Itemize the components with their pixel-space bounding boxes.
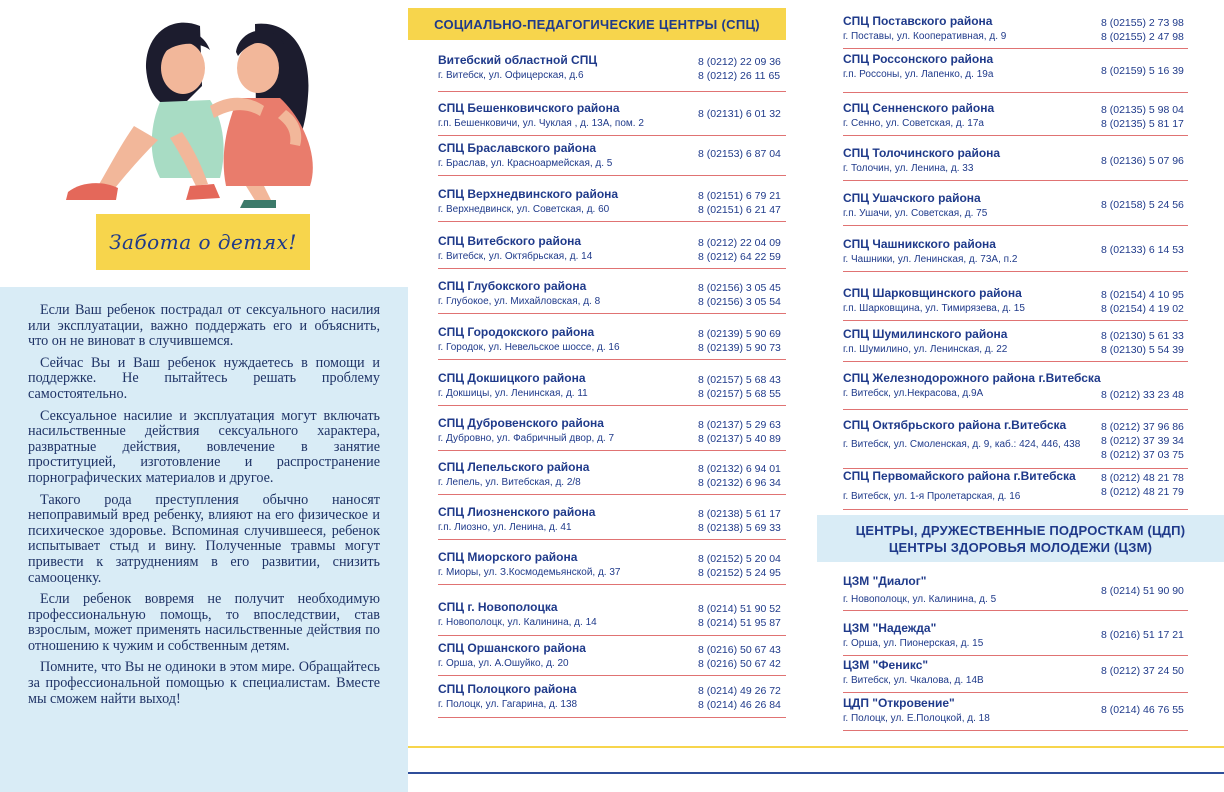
phone-number: 8 (02130) 5 54 39 (1101, 344, 1184, 356)
center-address: г. Чашники, ул. Ленинская, д. 73А, п.2 (843, 254, 1018, 265)
contact-entry (438, 101, 786, 141)
phone-number: 8 (02139) 5 90 73 (698, 342, 781, 354)
center-name: СПЦ Сенненского района (843, 101, 995, 115)
phone-number: 8 (0214) 51 90 90 (1101, 585, 1184, 597)
center-phones (698, 189, 781, 217)
center-phones (1101, 329, 1184, 357)
center-address: г. Сенно, ул. Советская, д. 17а (843, 118, 984, 129)
contact-entry (843, 191, 1188, 231)
phone-number: 8 (02151) 6 79 21 (698, 190, 781, 202)
phone-number: 8 (02136) 5 07 96 (1101, 155, 1184, 167)
contact-entry (438, 416, 786, 456)
center-phones (1101, 64, 1184, 78)
center-name: ЦЗМ "Диалог" (843, 574, 927, 588)
contact-entry (438, 550, 786, 590)
phone-number: 8 (0212) 48 21 78 (1101, 472, 1184, 484)
divider-line (843, 409, 1188, 410)
divider-line (438, 584, 786, 585)
phone-number: 8 (02158) 5 24 56 (1101, 199, 1184, 211)
center-address: г. Миоры, ул. З.Космодемьянской, д. 37 (438, 567, 621, 578)
center-name: СПЦ Первомайского района г.Витебска (843, 469, 1076, 483)
dsp-section-title (817, 515, 1224, 562)
center-address: г.п. Лиозно, ул. Ленина, д. 41 (438, 522, 572, 533)
phone-number: 8 (0212) 37 24 50 (1101, 665, 1184, 677)
center-name: СПЦ Железнодорожного района г.Витебска (843, 371, 1101, 385)
contact-entry (438, 641, 786, 681)
center-phones (698, 327, 781, 355)
divider-line (843, 509, 1188, 510)
divider-line (843, 361, 1188, 362)
phone-number: 8 (0212) 64 22 59 (698, 251, 781, 263)
phone-number: 8 (0212) 22 04 09 (698, 237, 781, 249)
slogan-text: Забота о детях! (109, 230, 297, 254)
phone-number: 8 (02154) 4 10 95 (1101, 289, 1184, 301)
center-name: СПЦ Бешенковичского района (438, 101, 620, 115)
center-name: СПЦ Чашникского района (843, 237, 996, 251)
center-address: г. Лепель, ул. Витебская, д. 2/8 (438, 477, 581, 488)
phone-number: 8 (0214) 46 26 84 (698, 699, 781, 711)
info-text-box (0, 287, 408, 792)
divider-line (438, 450, 786, 451)
divider-line (843, 92, 1188, 93)
phone-number: 8 (02137) 5 29 63 (698, 419, 781, 431)
divider-line (843, 225, 1188, 226)
center-phones (698, 55, 781, 83)
phone-number: 8 (02137) 5 40 89 (698, 433, 781, 445)
center-phones (698, 236, 781, 264)
center-name: СПЦ Полоцкого района (438, 682, 577, 696)
center-name: Витебский областной СПЦ (438, 53, 598, 67)
contact-entry (843, 146, 1188, 186)
phone-number: 8 (02133) 6 14 53 (1101, 244, 1184, 256)
contact-entry (438, 325, 786, 365)
phone-number: 8 (02156) 3 05 54 (698, 296, 781, 308)
contact-entry (438, 234, 786, 274)
divider-line (843, 135, 1188, 136)
phone-number: 8 (02155) 2 73 98 (1101, 17, 1184, 29)
center-name: СПЦ Лиозненского района (438, 505, 596, 519)
phone-number: 8 (02157) 5 68 43 (698, 374, 781, 386)
center-address: г.п. Шарковщина, ул. Тимирязева, д. 15 (843, 303, 1025, 314)
center-address: г. Новополоцк, ул. Калинина, д. 5 (843, 594, 997, 605)
center-phones (1101, 198, 1184, 212)
center-name: СПЦ Оршанского района (438, 641, 586, 655)
dsp-title-line1: ЦЕНТРЫ, ДРУЖЕСТВЕННЫЕ ПОДРОСТКАМ (ЦДП) (855, 522, 1186, 538)
divider-line (438, 175, 786, 176)
center-address: г. Витебск, ул. 1-я Пролетарская, д. 16 (843, 491, 1021, 502)
divider-line (438, 221, 786, 222)
center-name: СПЦ Дубровенского района (438, 416, 604, 430)
divider-line (438, 313, 786, 314)
info-paragraph: Помните, что Вы не одиноки в этом мире. Обращайтесь за профессиональной помощью к специалистам. Вместе мы сможем найти выход! (28, 659, 380, 707)
center-phones (1101, 471, 1184, 499)
contact-entry (843, 237, 1188, 277)
divider-line (438, 135, 786, 136)
center-address: г. Дубровно, ул. Фабричный двор, д. 7 (438, 433, 615, 444)
phone-number: 8 (0216) 51 17 21 (1101, 629, 1184, 641)
phone-number: 8 (0212) 33 23 48 (1101, 389, 1184, 401)
phone-number: 8 (0212) 37 96 86 (1101, 421, 1184, 433)
center-name: СПЦ Поставского района (843, 14, 993, 28)
divider-line (438, 717, 786, 718)
center-address: г. Витебск, ул. Смоленская, д. 9, каб.: 424, 446, 438 (843, 439, 1081, 450)
center-name: СПЦ Браславского района (438, 141, 597, 155)
center-name: ЦЗМ "Феникс" (843, 658, 929, 672)
divider-line (843, 655, 1188, 656)
center-name: СПЦ Глубокского района (438, 279, 587, 293)
left-panel (0, 0, 408, 792)
center-phones (1101, 628, 1184, 642)
contact-entry (843, 418, 1188, 461)
center-phones (698, 281, 781, 309)
divider-line (438, 268, 786, 269)
footer-line-blue (408, 772, 1224, 774)
center-address: г. Глубокое, ул. Михайловская, д. 8 (438, 296, 601, 307)
info-paragraph: Сексуальное насилие и эксплуатация могут включать насильственные действия сексуального характера, развратные действия, вовлечение в занятие проституцией, изготовление и распространение порнографических материалов и другое. (28, 407, 380, 486)
center-address: г.п. Ушачи, ул. Советская, д. 75 (843, 208, 988, 219)
two-girls-illustration (50, 6, 360, 216)
phone-number: 8 (0214) 51 90 52 (698, 603, 781, 615)
contact-entry (438, 141, 786, 181)
center-address: г. Поставы, ул. Кооперативная, д. 9 (843, 31, 1007, 42)
phone-number: 8 (02138) 5 69 33 (698, 522, 781, 534)
divider-line (843, 180, 1188, 181)
contact-entry (438, 371, 786, 411)
divider-line (843, 48, 1188, 49)
phone-number: 8 (0214) 46 76 55 (1101, 704, 1184, 716)
center-address: г.п. Россоны, ул. Лапенко, д. 19а (843, 69, 994, 80)
phone-number: 8 (02138) 5 61 17 (698, 508, 781, 520)
center-name: СПЦ Миорского района (438, 550, 578, 564)
contact-entry (438, 53, 786, 93)
phone-number: 8 (02151) 6 21 47 (698, 204, 781, 216)
center-name: СПЦ Толочинского района (843, 146, 1001, 160)
phone-number: 8 (0216) 50 67 42 (698, 658, 781, 670)
info-paragraph: Если ребенок вовремя не получит необходимую профессиональную помощь, то впоследствии, став взрослым, может применять насильственные действия по отношению к чужим и собственным детям. (28, 591, 380, 654)
center-address: г. Витебск, ул.Некрасова, д.9А (843, 388, 984, 399)
info-paragraph: Такого рода преступления обычно наносят непоправимый вред ребенку, влияют на его физическое и психическое здоровье. Вспоминая случившееся, ребенок испытывает стыд и вину. Полученные травмы могут привести к затруднениям в его развитии, снизить самооценку. (28, 491, 380, 586)
center-address: г. Витебск, ул. Чкалова, д. 14В (843, 675, 984, 686)
phone-number: 8 (02131) 6 01 32 (698, 108, 781, 120)
center-name: СПЦ Верхнедвинского района (438, 187, 619, 201)
center-address: г. Орша, ул. Пионерская, д. 15 (843, 638, 984, 649)
center-address: г. Верхнедвинск, ул. Советская, д. 60 (438, 204, 610, 215)
center-address: г.п. Шумилино, ул. Ленинская, д. 22 (843, 344, 1008, 355)
contact-entry (843, 327, 1188, 367)
center-phones (1101, 388, 1184, 402)
contact-entry (843, 101, 1188, 141)
center-address: г. Витебск, ул. Октябрьская, д. 14 (438, 251, 593, 262)
divider-line (438, 635, 786, 636)
phone-number: 8 (02152) 5 20 04 (698, 553, 781, 565)
phone-number: 8 (02155) 2 47 98 (1101, 31, 1184, 43)
center-address: г. Докшицы, ул. Ленинская, д. 11 (438, 388, 588, 399)
center-name: СПЦ Шарковщинского района (843, 286, 1022, 300)
contact-entry (438, 187, 786, 227)
center-phones (698, 147, 781, 161)
center-phones (1101, 103, 1184, 131)
phone-number: 8 (0214) 51 95 87 (698, 617, 781, 629)
contact-entry (843, 696, 1188, 736)
spc-section-title: СОЦИАЛЬНО-ПЕДАГОГИЧЕСКИЕ ЦЕНТРЫ (СПЦ) (408, 8, 786, 40)
center-phones (698, 462, 781, 490)
center-address: г. Орша, ул. А.Ошуйко, д. 20 (438, 658, 569, 669)
center-name: ЦЗМ "Надежда" (843, 621, 937, 635)
contact-entry (843, 371, 1188, 411)
divider-line (438, 494, 786, 495)
center-phones (1101, 243, 1184, 257)
divider-line (438, 675, 786, 676)
center-phones (698, 507, 781, 535)
center-address: г. Новополоцк, ул. Калинина, д. 14 (438, 617, 597, 628)
divider-line (438, 539, 786, 540)
center-phones (1101, 288, 1184, 316)
dsp-title-line2: ЦЕНТРЫ ЗДОРОВЬЯ МОЛОДЕЖИ (ЦЗМ) (888, 539, 1153, 555)
phone-number: 8 (02159) 5 16 39 (1101, 65, 1184, 77)
center-address: г. Полоцк, ул. Е.Полоцкой, д. 18 (843, 713, 990, 724)
phone-number: 8 (0212) 48 21 79 (1101, 486, 1184, 498)
center-name: СПЦ г. Новополоцка (438, 600, 558, 614)
center-phones (1101, 154, 1184, 168)
phone-number: 8 (0212) 37 03 75 (1101, 449, 1184, 461)
phone-number: 8 (02157) 5 68 55 (698, 388, 781, 400)
contact-entry (843, 14, 1188, 54)
center-name: СПЦ Шумилинского района (843, 327, 1008, 341)
center-name: СПЦ Докшицкого района (438, 371, 586, 385)
divider-line (843, 271, 1188, 272)
contact-entry (843, 286, 1188, 326)
phone-number: 8 (02156) 3 05 45 (698, 282, 781, 294)
contact-entry (438, 600, 786, 640)
center-phones (1101, 420, 1184, 462)
phone-number: 8 (0212) 22 09 36 (698, 56, 781, 68)
phone-number: 8 (02152) 5 24 95 (698, 567, 781, 579)
info-paragraph: Если Ваш ребенок пострадал от сексуального насилия или эксплуатации, важно поддержать его и объяснить, что он не виноват в случившемся. (28, 302, 380, 350)
contact-entry (438, 682, 786, 722)
contact-entry (438, 460, 786, 500)
contact-entry (843, 658, 1188, 698)
phone-number: 8 (0214) 49 26 72 (698, 685, 781, 697)
center-address: г. Толочин, ул. Ленина, д. 33 (843, 163, 974, 174)
phone-number: 8 (02135) 5 81 17 (1101, 118, 1184, 130)
center-phones (1101, 16, 1184, 44)
contact-entry (843, 469, 1188, 509)
phone-number: 8 (0212) 37 39 34 (1101, 435, 1184, 447)
center-phones (698, 602, 781, 630)
contact-entry (843, 52, 1188, 92)
footer-line-yellow (408, 746, 1224, 748)
divider-line (843, 320, 1188, 321)
center-phones (1101, 664, 1184, 678)
divider-line (843, 610, 1188, 611)
center-phones (698, 684, 781, 712)
contact-entry (438, 279, 786, 319)
center-phones (698, 418, 781, 446)
info-paragraph: Сейчас Вы и Ваш ребенок нуждаетесь в помощи и поддержке. Не пытайтесь решать проблему самостоятельно. (28, 354, 380, 402)
contact-entry (438, 505, 786, 545)
center-name: СПЦ Октябрьского района г.Витебска (843, 418, 1067, 432)
center-name: СПЦ Лепельского района (438, 460, 590, 474)
center-name: СПЦ Ушачского района (843, 191, 981, 205)
center-phones (698, 643, 781, 671)
phone-number: 8 (02154) 4 19 02 (1101, 303, 1184, 315)
divider-line (438, 91, 786, 92)
divider-line (438, 359, 786, 360)
center-phones (1101, 703, 1184, 717)
contact-entry (843, 621, 1188, 661)
center-address: г.п. Бешенковичи, ул. Чуклая , д. 13А, пом. 2 (438, 118, 644, 129)
phone-number: 8 (02135) 5 98 04 (1101, 104, 1184, 116)
phone-number: 8 (02132) 6 96 34 (698, 477, 781, 489)
phone-number: 8 (02132) 6 94 01 (698, 463, 781, 475)
center-phones (1101, 584, 1184, 598)
phone-number: 8 (02153) 6 87 04 (698, 148, 781, 160)
center-name: СПЦ Городокского района (438, 325, 595, 339)
center-name: СПЦ Россонского района (843, 52, 994, 66)
center-phones (698, 552, 781, 580)
center-address: г. Витебск, ул. Офицерская, д.6 (438, 70, 584, 81)
center-address: г. Браслав, ул. Красноармейская, д. 5 (438, 158, 613, 169)
divider-line (843, 692, 1188, 693)
center-address: г. Полоцк, ул. Гагарина, д. 138 (438, 699, 578, 710)
phone-number: 8 (02139) 5 90 69 (698, 328, 781, 340)
contact-entry (843, 574, 1188, 614)
phone-number: 8 (02130) 5 61 33 (1101, 330, 1184, 342)
phone-number: 8 (0212) 26 11 65 (698, 70, 781, 82)
center-name: ЦДП "Откровение" (843, 696, 955, 710)
phone-number: 8 (0216) 50 67 43 (698, 644, 781, 656)
divider-line (843, 730, 1188, 731)
center-phones (698, 107, 781, 121)
center-address: г. Городок, ул. Невельское шоссе, д. 16 (438, 342, 620, 353)
divider-line (438, 405, 786, 406)
slogan-banner (96, 214, 310, 270)
center-name: СПЦ Витебского района (438, 234, 582, 248)
center-phones (698, 373, 781, 401)
